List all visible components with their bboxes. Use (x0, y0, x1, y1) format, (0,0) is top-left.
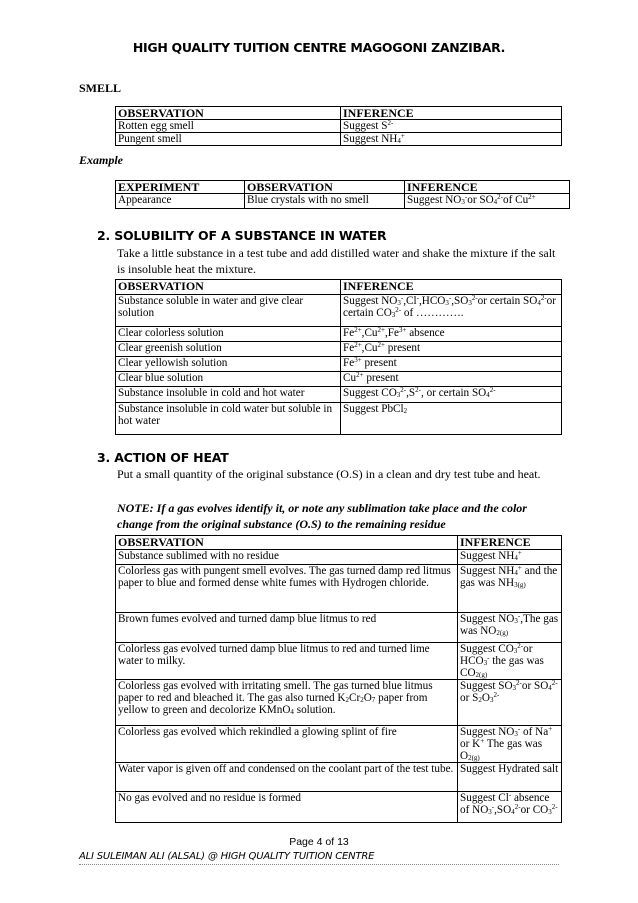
example-table (115, 180, 570, 209)
table-header-row (116, 536, 562, 550)
table-row (116, 643, 562, 680)
table-row (116, 372, 562, 387)
table-header-row (116, 181, 570, 194)
heat-table (115, 535, 562, 823)
solubility-table-body (116, 280, 562, 435)
footer-divider (79, 864, 559, 865)
table-row (116, 194, 570, 209)
table-row (116, 565, 562, 613)
table-row (116, 357, 562, 372)
heat-table-body (116, 536, 562, 823)
smell-table-body (116, 107, 562, 146)
heading-solubility: 2. SOLUBILITY OF A SUBSTANCE IN WATER (97, 228, 387, 243)
table-cell-2: Suggest Hydrated salt (458, 763, 562, 792)
solubility-table (115, 279, 562, 435)
heat-intro: Put a small quantity of the original substance (O.S) in a clean and dry test tube and heat. (117, 467, 541, 481)
table-row (116, 387, 562, 403)
table-cell-2: Suggest $S^{2-}$ (341, 120, 562, 133)
table-row (116, 327, 562, 342)
column-header-1: EXPERIMENT (116, 181, 245, 194)
table-row (116, 342, 562, 357)
page-number: Page 4 of 13 (289, 836, 349, 848)
table-cell-2: $Fe^{2+},Cu^{2+}$ present (341, 342, 562, 357)
table-cell-1: Clear yellowish solution (116, 357, 341, 372)
table-cell-1: Substance soluble in water and give clear solution (116, 295, 341, 327)
table-cell-1: Water vapor is given off and condensed on the coolant part of the test tube. (116, 763, 458, 792)
table-row (116, 792, 562, 823)
table-cell-1: No gas evolved and no residue is formed (116, 792, 458, 823)
table-cell-2: Suggest PbCl2 (341, 403, 562, 435)
table-cell-1: Pungent smell (116, 133, 341, 146)
table-cell-2: Suggest $CO3^{2-},S^{2-}$, or certain $SO4^{2-}$ (341, 387, 562, 403)
table-header-row (116, 280, 562, 295)
table-cell-1: Substance sublimed with no residue (116, 550, 458, 565)
heat-note (117, 500, 557, 532)
table-cell-2: $Fe^{2+},Cu^{2+},Fe^{3+}$ absence (341, 327, 562, 342)
note-label: NOTE (117, 501, 150, 515)
column-header-1: OBSERVATION (116, 280, 341, 295)
table-cell-1: Colorless gas evolved which rekindled a glowing splint of fire (116, 726, 458, 763)
table-cell-2: Suggest NO3- of Na+ or K+ The gas was O2(g) (458, 726, 562, 763)
page-title: HIGH QUALITY TUITION CENTRE MAGOGONI ZANZIBAR. (132, 40, 506, 55)
table-row (116, 295, 562, 327)
example-table-body (116, 181, 570, 209)
column-header-2: INFERENCE (341, 280, 562, 295)
table-cell-1: Rotten egg smell (116, 120, 341, 133)
column-header-1: OBSERVATION (116, 536, 458, 550)
table-cell-2: Suggest $SO3^{2-}or$ $SO4^{2-}or$ $S2O3^{2-}$ (458, 680, 562, 726)
table-cell-2: Suggest NH4+ and the gas was NH3(g) (458, 565, 562, 613)
table-row (116, 680, 562, 726)
table-cell-2: $Cu^{2+}$ present (341, 372, 562, 387)
table-cell-1: Colorless gas with pungent smell evolves. The gas turned damp red litmus paper to blue and formed dense white fumes with Hydrogen chloride. (116, 565, 458, 613)
table-cell-2: Blue crystals with no smell (245, 194, 405, 209)
table-cell-1: Appearance (116, 194, 245, 209)
column-header-2: INFERENCE (341, 107, 562, 120)
table-row (116, 763, 562, 792)
table-cell-2: Suggest NH4+ (341, 133, 562, 146)
table-header-row (116, 107, 562, 120)
footer-credit: ALI SULEIMAN ALI (ALSAL) @ HIGH QUALITY TUITION CENTRE (79, 851, 375, 862)
table-cell-2: Suggest $CO3^{2-}or$ HCO3- the gas was CO2(g) (458, 643, 562, 680)
table-row (116, 133, 562, 146)
table-cell-2: Suggest Cl- absence of $NO3^-,SO4^{2-}or$ $CO3^{2-}$ (458, 792, 562, 823)
table-row (116, 550, 562, 565)
table-row (116, 613, 562, 643)
table-cell-2: Suggest NO3-,The gas was NO2(g) (458, 613, 562, 643)
table-cell-1: Colorless gas evolved with irritating smell. The gas turned blue litmus paper to red and bleached it. The gas also turned K2Cr2O7 paper from yellow to green and decolorize KMnO4 solution. (116, 680, 458, 726)
table-row (116, 120, 562, 133)
table-cell-1: Clear blue solution (116, 372, 341, 387)
column-header-2: OBSERVATION (245, 181, 405, 194)
table-cell-1: Clear colorless solution (116, 327, 341, 342)
table-cell-2: Suggest NH4+ (458, 550, 562, 565)
table-cell-2: Suggest $NO3^-,Cl^-,HCO3^-,SO3^{2-}or$ certain $SO4^{2-}or$ certain $CO3^{2-}$ of …………. (341, 295, 562, 327)
column-header-2: INFERENCE (458, 536, 562, 550)
column-header-3: INFERENCE (405, 181, 570, 194)
column-header-1: OBSERVATION (116, 107, 341, 120)
table-cell-2: $Fe^{3+}$ present (341, 357, 562, 372)
table-cell-1: Clear greenish solution (116, 342, 341, 357)
section-title-smell: SMELL (79, 81, 122, 95)
table-cell-1: Substance insoluble in cold and hot water (116, 387, 341, 403)
table-cell-1: Brown fumes evolved and turned damp blue litmus to red (116, 613, 458, 643)
smell-table (115, 106, 562, 146)
solubility-intro: Take a little substance in a test tube and add distilled water and shake the mixture if the salt is insoluble heat the mixture. (117, 246, 556, 276)
table-cell-1: Substance insoluble in cold water but soluble in hot water (116, 403, 341, 435)
heading-action-of-heat: 3. ACTION OF HEAT (97, 450, 229, 465)
table-row (116, 403, 562, 435)
note-text: : If a gas evolves identify it, or note any sublimation take place and the color change from the original substance (O.S) to the remaining residue (117, 501, 527, 531)
table-cell-1: Colorless gas evolved turned damp blue litmus to red and turned lime water to milky. (116, 643, 458, 680)
table-cell-3: Suggest NO3-or $SO4^{2-}of$ $Cu^{2+}$ (405, 194, 570, 209)
example-label: Example (79, 153, 123, 167)
table-row (116, 726, 562, 763)
